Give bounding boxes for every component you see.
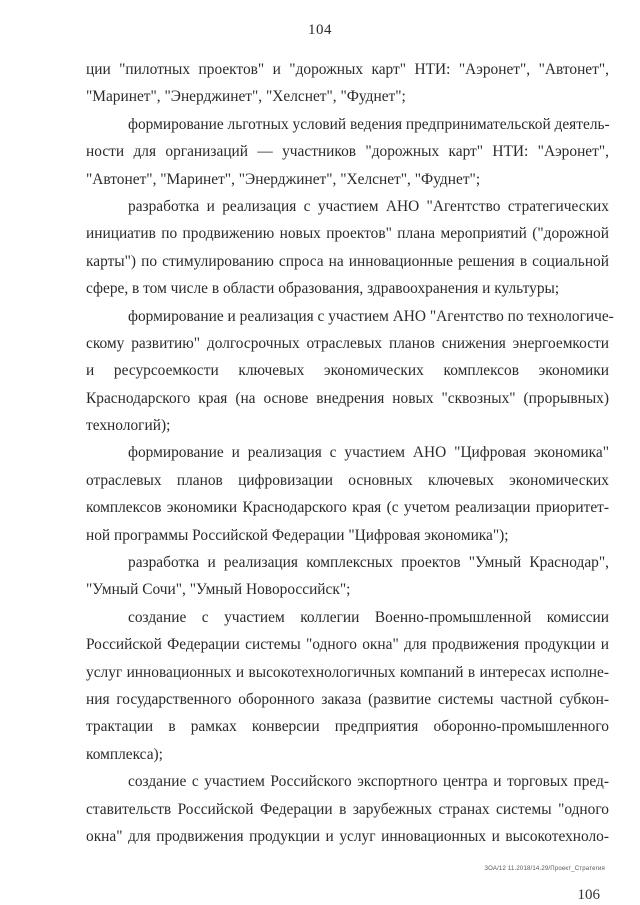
text-line: инициатив по продвижению новых проектов" плана мероприятий ("дорожной (86, 225, 609, 243)
text-line: трактации в рамках конверсии предприятия оборонно-промышленного (86, 718, 609, 736)
text-line: ставительств Российской Федерации в зарубежных странах системы "одного (86, 800, 609, 818)
text-line: Краснодарского края (на основе внедрения новых "сквозных" (прорывных) (86, 389, 609, 407)
page-number: 104 (308, 22, 332, 38)
text-line: "Умный Сочи", "Умный Новороссийск"; (86, 581, 351, 599)
document-body (86, 56, 614, 850)
text-line: окна" для продвижения продукции и услуг инновационных и высокотехноло- (86, 827, 609, 845)
text-line: создание с участием Российского экспортного центра и торговых пред- (128, 773, 609, 791)
text-line: отраслевых планов цифровизации основных ключевых экономических (86, 471, 609, 489)
text-line: и ресурсоемкости ключевых экономических комплексов экономики (86, 362, 609, 380)
text-line: ной программы Российской Федерации "Цифровая экономика"); (86, 526, 509, 544)
text-line: ции "пилотных проектов" и "дорожных карт" НТИ: "Аэронет", "Автонет", (86, 61, 609, 78)
text-line: карты") по стимулированию спроса на инновационные решения в социальной (86, 252, 609, 270)
text-line: формирование и реализация с участием АНО "Цифровая экономика" (128, 444, 609, 462)
text-line: ности для организаций — участников "дорожных карт" НТИ: "Аэронет", (86, 143, 609, 161)
footer-document-reference: ЗОА/12 11.2018/14.29/Проект_Стратегия (484, 866, 605, 872)
text-line: Российской Федерации системы "одного окна" для продвижения продукции и (86, 636, 609, 654)
text-line: комплекса); (86, 745, 163, 763)
text-line: формирование льготных условий ведения предпринимательской деятель- (128, 115, 610, 133)
text-line: "Маринет", "Энерджинет", "Хелснет", "Фуднет"; (86, 88, 406, 106)
text-line: разработка и реализация комплексных проектов "Умный Краснодар", (128, 554, 609, 572)
text-line: "Автонет", "Маринет", "Энерджинет", "Хелснет", "Фуднет"; (86, 170, 481, 188)
text-line: комплексов экономики Краснодарского края (с учетом реализации приоритет- (86, 499, 609, 517)
next-page-number: 106 (577, 887, 600, 903)
text-line: создание с участием коллегии Военно-промышленной комиссии (128, 608, 609, 626)
text-line: технологий); (86, 417, 171, 435)
text-line: ния государственного оборонного заказа (развитие системы частной субкон- (86, 690, 609, 708)
text-line: услуг инновационных и высокотехнологичных компаний в интересах исполне- (86, 663, 609, 681)
text-line: скому развитию" долгосрочных отраслевых планов снижения энергоемкости (86, 334, 609, 352)
text-line: формирование и реализация с участием АНО "Агентство по технологиче- (128, 307, 614, 325)
text-line: сфере, в том числе в области образования, здравоохранения и культуры; (86, 280, 560, 298)
text-line: разработка и реализация с участием АНО "Агентство стратегических (128, 197, 609, 215)
